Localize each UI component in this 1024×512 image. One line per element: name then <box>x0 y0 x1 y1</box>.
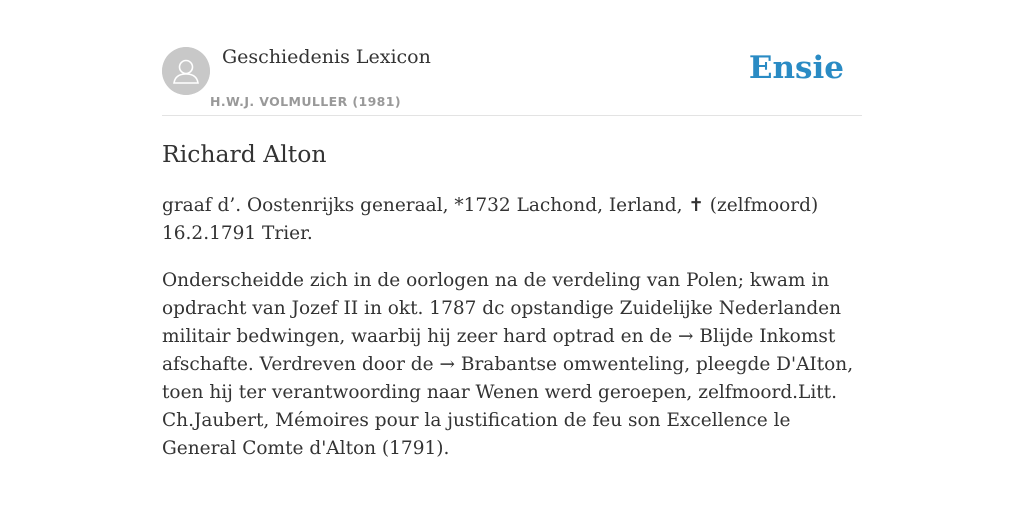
entry-paragraph-2 <box>162 267 862 463</box>
paragraph-text: afschafte. Verdreven door de <box>162 354 440 375</box>
entry-paragraph-1: graaf d’. Oostenrijks generaal, *1732 Lachond, Ierland, ✝ (zelfmoord) 16.2.1791 Trier. <box>162 195 819 244</box>
paragraph-text: , pleegde D'AIton, toen hij ter verantwoording naar Wenen werd geroepen, zelfmoord.Litt. Ch.Jaubert, Mémoires pour la justification de feu son Excellence le General Comte d'Alton (1791). <box>162 354 854 459</box>
source-author: H.W.J. VOLMULLER (1981) <box>210 94 401 109</box>
link-blijde-inkomst[interactable]: → Blijde Inkomst <box>678 326 836 347</box>
link-brabantse-omwenteling[interactable]: → Brabantse omwenteling <box>439 354 685 375</box>
page <box>162 0 862 459</box>
source-title-link[interactable]: Geschiedenis Lexicon <box>222 46 431 68</box>
ensie-logo[interactable]: Ensie <box>748 50 844 86</box>
entry-title: Richard Alton <box>162 140 327 168</box>
paragraph-text: Onderscheidde zich in de oorlogen na de verdeling van Polen; kwam in opdracht van Jozef II in okt. 1787 dc opstandige Zuidelijke Nederlanden militair bedwingen, waarbij hij zeer hard optrad en de <box>162 270 842 347</box>
user-icon[interactable] <box>162 47 210 95</box>
entry-body <box>162 192 862 482</box>
source-header <box>162 0 862 116</box>
